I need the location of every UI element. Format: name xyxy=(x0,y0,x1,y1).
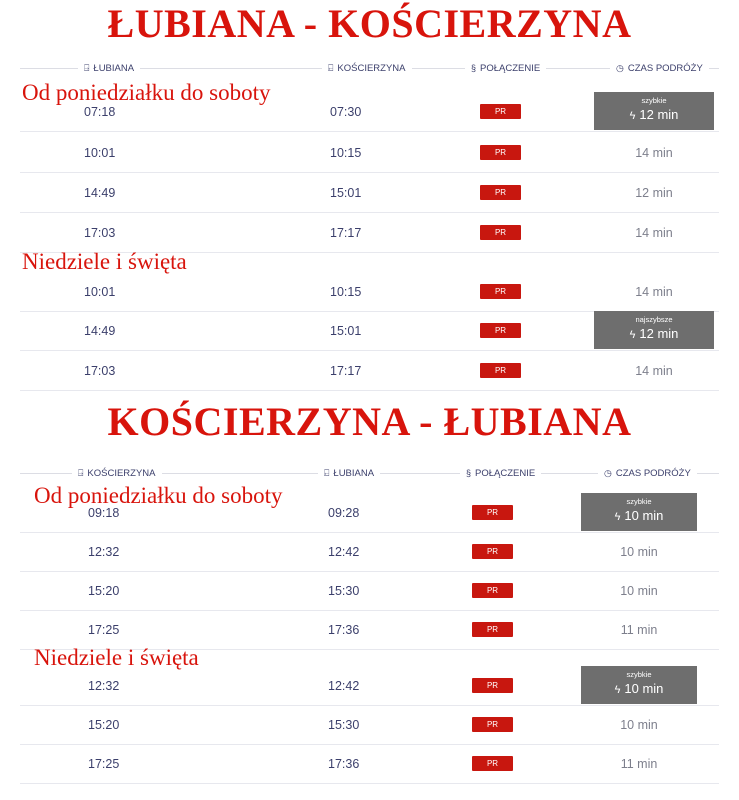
train-type-badge[interactable]: PR xyxy=(480,225,521,240)
departure-time: 17:03 xyxy=(84,226,116,240)
header-departure-station xyxy=(72,465,162,482)
arrival-time: 10:15 xyxy=(330,146,362,160)
connection-row[interactable] xyxy=(20,705,719,745)
connection-row[interactable] xyxy=(20,610,719,650)
departure-time: 12:32 xyxy=(88,545,120,559)
travel-duration: 11 min xyxy=(620,623,658,637)
connection-row[interactable] xyxy=(20,493,719,533)
travel-duration: 12 min xyxy=(635,186,673,200)
travel-duration xyxy=(594,106,714,125)
row-divider xyxy=(20,131,719,132)
departure-time: 17:25 xyxy=(88,757,120,771)
train-type-badge[interactable]: PR xyxy=(480,284,521,299)
route-title: ŁUBIANA - KOŚCIERZYNA xyxy=(107,1,632,46)
travel-duration: 14 min xyxy=(635,364,673,378)
arrival-time: 10:15 xyxy=(330,285,362,299)
travel-duration: 10 min xyxy=(620,545,658,559)
lightning-icon: ϟ xyxy=(629,110,636,122)
door-enter-icon: ⍇ xyxy=(328,63,334,73)
door-enter-icon: ⍇ xyxy=(324,468,330,478)
travel-duration: 14 min xyxy=(635,146,673,160)
fast-connection-highlight xyxy=(594,92,714,130)
arrival-time: 15:30 xyxy=(328,584,360,598)
duration-text: 12 min xyxy=(639,326,679,341)
arrival-time: 15:01 xyxy=(330,324,362,338)
highlight-label: szybkie xyxy=(626,497,652,506)
fast-connection-highlight xyxy=(581,666,697,704)
travel-duration xyxy=(581,507,697,526)
departure-time: 15:20 xyxy=(88,584,120,598)
departure-time: 15:20 xyxy=(88,718,120,732)
connection-row[interactable] xyxy=(20,92,719,132)
connection-row[interactable] xyxy=(20,272,719,312)
route-icon: § xyxy=(471,63,477,73)
fast-connection-highlight xyxy=(594,311,714,349)
lightning-icon: ϟ xyxy=(629,329,636,341)
arrival-time: 09:28 xyxy=(328,506,360,520)
arrival-time: 12:42 xyxy=(328,545,360,559)
travel-duration: 10 min xyxy=(620,718,658,732)
travel-duration: 11 min xyxy=(620,757,658,771)
train-type-badge[interactable]: PR xyxy=(480,363,521,378)
highlight-label: szybkie xyxy=(626,670,652,679)
header-label: CZAS PODRÓŻY xyxy=(615,468,691,479)
connection-row[interactable] xyxy=(20,532,719,572)
arrival-time: 17:17 xyxy=(330,364,362,378)
arrival-time: 15:30 xyxy=(328,718,360,732)
header-travel-time xyxy=(598,465,697,482)
departure-time: 10:01 xyxy=(84,285,116,299)
departure-time: 09:18 xyxy=(88,506,120,520)
route-title: KOŚCIERZYNA - ŁUBIANA xyxy=(107,399,632,444)
lightning-icon: ϟ xyxy=(614,684,621,696)
header-label: ŁUBIANA xyxy=(93,63,135,74)
connection-row[interactable] xyxy=(20,571,719,611)
section-title: Niedziele i święta xyxy=(34,645,199,670)
departure-time: 10:01 xyxy=(84,146,116,160)
train-type-badge[interactable]: PR xyxy=(472,505,513,520)
header-label: POŁĄCZENIE xyxy=(480,63,541,74)
arrival-time: 17:36 xyxy=(328,623,360,637)
section-title: Od poniedziałku do soboty xyxy=(22,80,271,105)
door-exit-icon: ⍈ xyxy=(84,63,90,73)
travel-duration: 14 min xyxy=(635,285,673,299)
train-type-badge[interactable]: PR xyxy=(472,583,513,598)
departure-time: 14:49 xyxy=(84,186,116,200)
train-type-badge[interactable]: PR xyxy=(480,323,521,338)
train-type-badge[interactable]: PR xyxy=(480,145,521,160)
connection-row[interactable] xyxy=(20,666,719,706)
connection-row[interactable] xyxy=(20,744,719,784)
departure-time: 17:03 xyxy=(84,364,116,378)
header-connection xyxy=(465,60,546,77)
highlight-label: szybkie xyxy=(641,96,667,105)
fast-connection-highlight xyxy=(581,493,697,531)
door-exit-icon: ⍈ xyxy=(78,468,84,478)
section-title: Od poniedziałku do soboty xyxy=(34,483,283,508)
train-type-badge[interactable]: PR xyxy=(472,717,513,732)
header-label: POŁĄCZENIE xyxy=(475,468,536,479)
arrival-time: 12:42 xyxy=(328,679,360,693)
arrival-time: 17:17 xyxy=(330,226,362,240)
header-label: ŁUBIANA xyxy=(333,468,375,479)
train-type-badge[interactable]: PR xyxy=(472,756,513,771)
connection-row[interactable] xyxy=(20,133,719,173)
train-type-badge[interactable]: PR xyxy=(472,678,513,693)
row-divider xyxy=(20,390,719,391)
duration-text: 12 min xyxy=(639,107,679,122)
arrival-time: 17:36 xyxy=(328,757,360,771)
train-type-badge[interactable]: PR xyxy=(480,104,521,119)
connection-row[interactable] xyxy=(20,311,719,351)
header-label: CZAS PODRÓŻY xyxy=(627,63,703,74)
header-departure-station xyxy=(78,60,140,77)
train-type-badge[interactable]: PR xyxy=(472,622,513,637)
departure-time: 07:18 xyxy=(84,105,116,119)
travel-duration xyxy=(594,325,714,344)
arrival-time: 07:30 xyxy=(330,105,362,119)
route-icon: § xyxy=(466,468,472,478)
departure-time: 14:49 xyxy=(84,324,116,338)
train-type-badge[interactable]: PR xyxy=(480,185,521,200)
train-type-badge[interactable]: PR xyxy=(472,544,513,559)
arrival-time: 15:01 xyxy=(330,186,362,200)
duration-text: 10 min xyxy=(624,508,664,523)
header-label: KOŚCIERZYNA xyxy=(337,63,406,74)
header-arrival-station xyxy=(318,465,380,482)
travel-duration: 10 min xyxy=(620,584,658,598)
header-travel-time xyxy=(610,60,709,77)
header-arrival-station xyxy=(322,60,412,77)
departure-time: 12:32 xyxy=(88,679,120,693)
travel-duration: 14 min xyxy=(635,226,673,240)
duration-text: 10 min xyxy=(624,681,664,696)
connection-row[interactable] xyxy=(20,213,719,253)
connection-row[interactable] xyxy=(20,173,719,213)
lightning-icon: ϟ xyxy=(614,511,621,523)
highlight-label: najszybsze xyxy=(635,315,673,324)
clock-icon: ◷ xyxy=(616,63,624,73)
header-connection xyxy=(460,465,541,482)
column-header-row xyxy=(20,465,719,481)
clock-icon: ◷ xyxy=(604,468,612,478)
departure-time: 17:25 xyxy=(88,623,120,637)
header-label: KOŚCIERZYNA xyxy=(87,468,156,479)
row-divider xyxy=(20,783,719,784)
connection-row[interactable] xyxy=(20,351,719,391)
section-title: Niedziele i święta xyxy=(22,249,187,274)
column-header-row xyxy=(20,60,719,76)
travel-duration xyxy=(581,680,697,699)
